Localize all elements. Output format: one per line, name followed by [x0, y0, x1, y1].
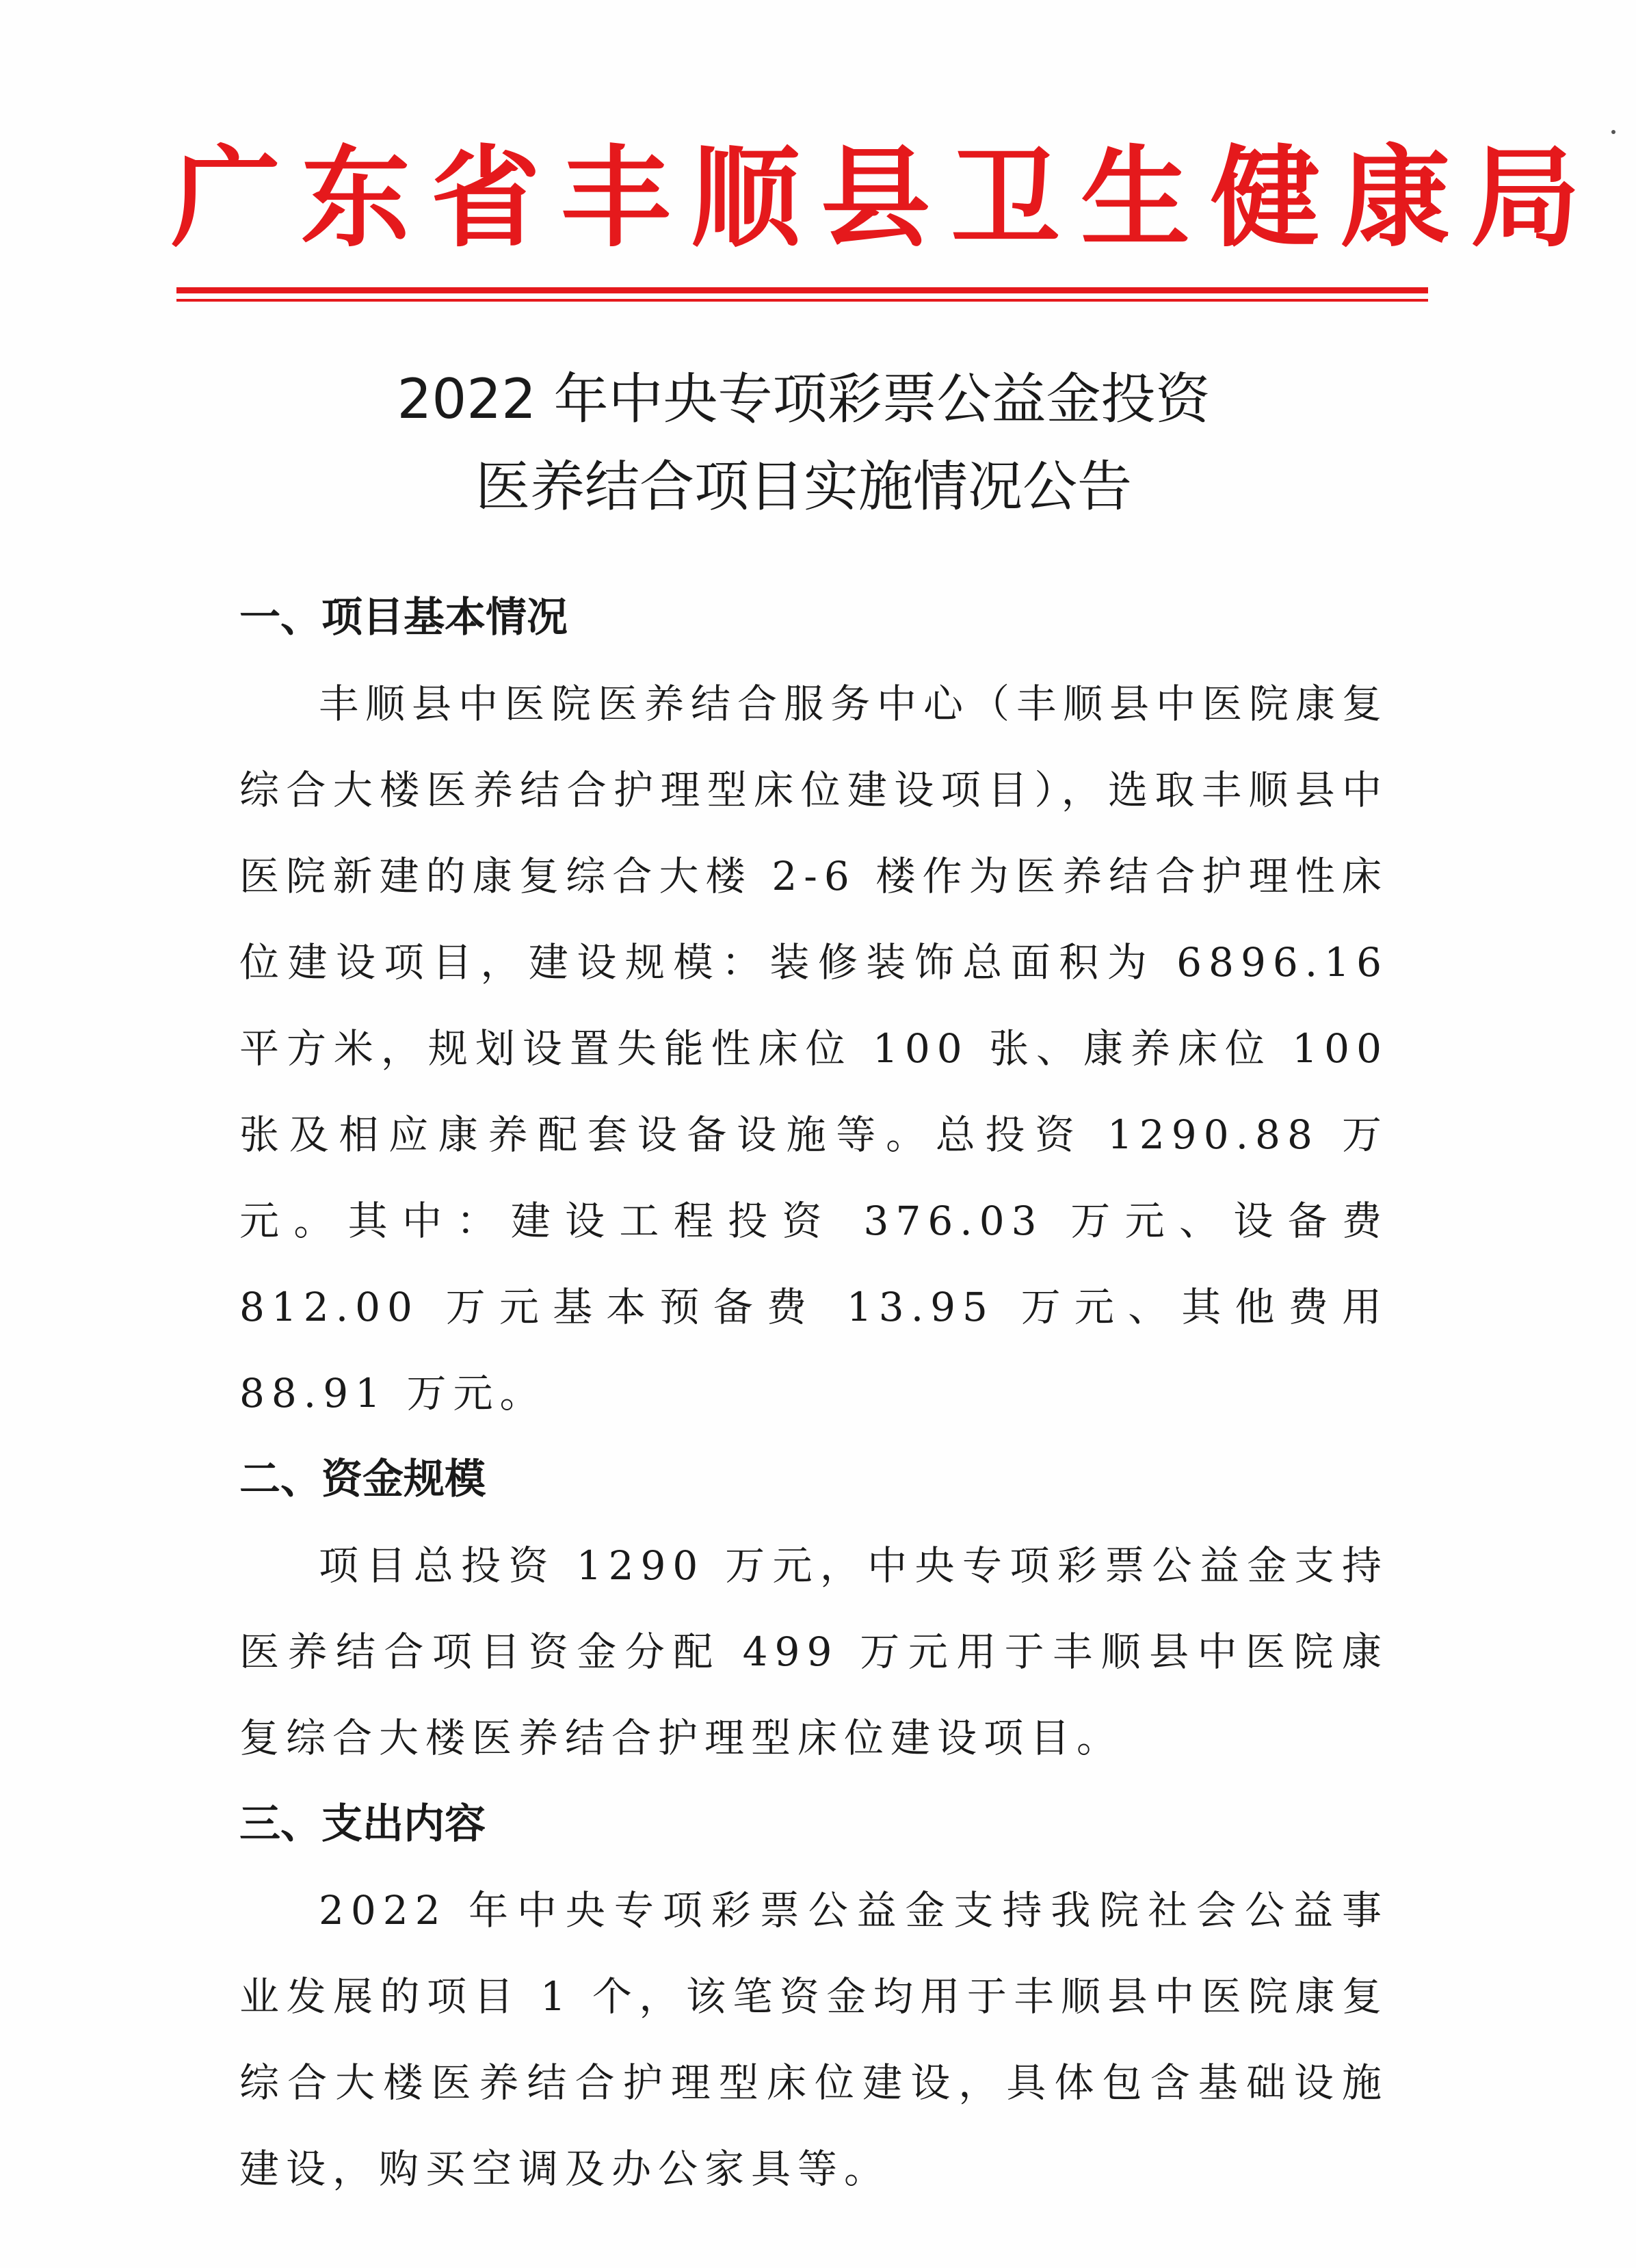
- section-heading: 三、支出内容: [239, 1800, 486, 1848]
- letterhead-rule-thick: [176, 287, 1428, 293]
- section-paragraph: 丰顺县中医院医养结合服务中心（丰顺县中医院康复综合大楼医养结合护理型床位建设项目），选取丰顺县中医院新建的康复综合大楼 2-6 楼作为医养结合护理性床位建设项目，建设规模：装修装饰总面积为 6896.16 平方米，规划设置失能性床位 100 张、康养床位 100 张及相应康养配套设备设施等。总投资 1290.88 万元。其中：建设工程投资 376.03 万元、设备费 812.00 万元基本预备费 13.95 万元、其他费用 88.91 万元。: [239, 681, 1389, 1416]
- section-heading: 二、资金规模: [239, 1455, 486, 1503]
- section-funding-scale: [239, 1436, 1388, 1781]
- document-title-line-1: 2022 年中央专项彩票公益金投资: [397, 367, 1211, 431]
- document-title-line-2: 医养结合项目实施情况公告: [475, 455, 1132, 518]
- letterhead-rule-thin: [176, 299, 1428, 302]
- section-basic-info: [239, 575, 1388, 1436]
- org-letterhead: 广东省丰顺县卫生健康局: [171, 134, 1601, 262]
- section-expenditure: [239, 1781, 1388, 2212]
- section-heading: 一、项目基本情况: [239, 594, 568, 642]
- document-body: [239, 575, 1388, 2212]
- document-title: [171, 356, 1436, 531]
- scan-speck: [1611, 130, 1615, 134]
- section-paragraph: 项目总投资 1290 万元，中央专项彩票公益金支持医养结合项目资金分配 499 万元用于丰顺县中医院康复综合大楼医养结合护理型床位建设项目。: [239, 1542, 1388, 1761]
- section-paragraph: 2022 年中央专项彩票公益金支持我院社会公益事业发展的项目 1 个，该笔资金均用于丰顺县中医院康复综合大楼医养结合护理型床位建设，具体包含基础设施建设，购买空调及办公家具等。: [239, 1887, 1388, 2192]
